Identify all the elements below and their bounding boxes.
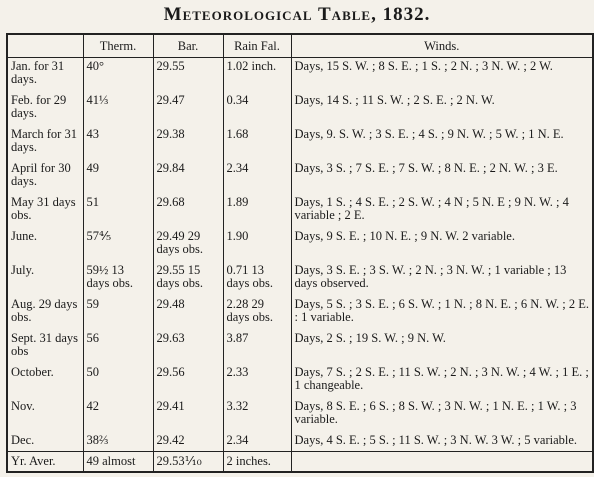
table-row [7, 58, 593, 93]
bar-cell: 29.68 [153, 194, 223, 228]
meteorological-table [6, 33, 594, 473]
month-cell: March for 31 days. [7, 126, 83, 160]
winds-cell: Days, 3 S. ; 7 S. E. ; 7 S. W. ; 8 N. E. ; 2 N. W. ; 3 E. [291, 160, 593, 194]
winds-cell: Days, 14 S. ; 11 S. W. ; 2 S. E. ; 2 N. W. [291, 92, 593, 126]
month-cell: July. [7, 262, 83, 296]
winds-cell: Days, 4 S. E. ; 5 S. ; 11 S. W. ; 3 N. W. 3 W. ; 5 variable. [291, 432, 593, 451]
table-row [7, 194, 593, 228]
bar-cell: 29.84 [153, 160, 223, 194]
rain-cell: 0.71 13 days obs. [223, 262, 291, 296]
therm-cell: 40° [83, 58, 153, 93]
bar-cell: 29.56 [153, 364, 223, 398]
therm-cell: 57⅘ [83, 228, 153, 262]
table-row [7, 228, 593, 262]
month-cell: May 31 days obs. [7, 194, 83, 228]
therm-cell: 56 [83, 330, 153, 364]
page-title: Meteorological Table, 1832. [163, 4, 431, 25]
header-bar: Bar. [153, 34, 223, 58]
table-row [7, 364, 593, 398]
rain-cell: 1.89 [223, 194, 291, 228]
table-row [7, 262, 593, 296]
winds-cell: Days, 7 S. ; 2 S. E. ; 11 S. W. ; 2 N. ; 3 N. W. ; 4 W. ; 1 E. ; 1 changeable. [291, 364, 593, 398]
header-therm: Therm. [83, 34, 153, 58]
rain-cell: 2.34 [223, 160, 291, 194]
header-row [7, 34, 593, 58]
average-label: Yr. Aver. [7, 451, 83, 472]
rain-cell: 2.28 29 days obs. [223, 296, 291, 330]
month-cell: June. [7, 228, 83, 262]
bar-cell: 29.38 [153, 126, 223, 160]
winds-cell: Days, 9 S. E. ; 10 N. E. ; 9 N. W. 2 variable. [291, 228, 593, 262]
bar-cell: 29.48 [153, 296, 223, 330]
bar-cell: 29.49 29 days obs. [153, 228, 223, 262]
therm-cell: 43 [83, 126, 153, 160]
table-row [7, 296, 593, 330]
therm-cell: 38⅔ [83, 432, 153, 451]
month-cell: Aug. 29 days obs. [7, 296, 83, 330]
average-winds [291, 451, 593, 472]
table-row [7, 330, 593, 364]
winds-cell: Days, 2 S. ; 19 S. W. ; 9 N. W. [291, 330, 593, 364]
therm-cell: 49 [83, 160, 153, 194]
average-rain: 2 inches. [223, 451, 291, 472]
rain-cell: 1.90 [223, 228, 291, 262]
bar-cell: 29.47 [153, 92, 223, 126]
bar-cell: 29.55 15 days obs. [153, 262, 223, 296]
bar-cell: 29.41 [153, 398, 223, 432]
winds-cell: Days, 9. S. W. ; 3 S. E. ; 4 S. ; 9 N. W. ; 5 W. ; 1 N. E. [291, 126, 593, 160]
month-cell: April for 30 days. [7, 160, 83, 194]
rain-cell: 1.68 [223, 126, 291, 160]
month-cell: Sept. 31 days obs [7, 330, 83, 364]
bar-cell: 29.63 [153, 330, 223, 364]
therm-cell: 59½ 13 days obs. [83, 262, 153, 296]
therm-cell: 42 [83, 398, 153, 432]
bar-cell: 29.42 [153, 432, 223, 451]
table-row [7, 92, 593, 126]
table-row [7, 126, 593, 160]
bar-cell: 29.55 [153, 58, 223, 93]
winds-cell: Days, 8 S. E. ; 6 S. ; 8 S. W. ; 3 N. W. ; 1 N. E. ; 1 W. ; 3 variable. [291, 398, 593, 432]
therm-cell: 51 [83, 194, 153, 228]
table-row [7, 160, 593, 194]
winds-cell: Days, 1 S. ; 4 S. E. ; 2 S. W. ; 4 N ; 5 N. E ; 9 N. W. ; 4 variable ; 2 E. [291, 194, 593, 228]
table-row [7, 398, 593, 432]
header-winds: Winds. [291, 34, 593, 58]
rain-cell: 2.33 [223, 364, 291, 398]
average-bar: 29.53⅒ [153, 451, 223, 472]
winds-cell: Days, 15 S. W. ; 8 S. E. ; 1 S. ; 2 N. ; 3 N. W. ; 2 W. [291, 58, 593, 93]
rain-cell: 1.02 inch. [223, 58, 291, 93]
average-therm: 49 almost [83, 451, 153, 472]
month-cell: Dec. [7, 432, 83, 451]
rain-cell: 0.34 [223, 92, 291, 126]
month-cell: Feb. for 29 days. [7, 92, 83, 126]
therm-cell: 50 [83, 364, 153, 398]
month-cell: October. [7, 364, 83, 398]
month-cell: Nov. [7, 398, 83, 432]
table-row [7, 432, 593, 451]
month-cell: Jan. for 31 days. [7, 58, 83, 93]
rain-cell: 2.34 [223, 432, 291, 451]
header-month [7, 34, 83, 58]
rain-cell: 3.32 [223, 398, 291, 432]
winds-cell: Days, 5 S. ; 3 S. E. ; 6 S. W. ; 1 N. ; 8 N. E. ; 6 N. W. ; 2 E. : 1 variable. [291, 296, 593, 330]
winds-cell: Days, 3 S. E. ; 3 S. W. ; 2 N. ; 3 N. W. ; 1 variable ; 13 days observed. [291, 262, 593, 296]
therm-cell: 59 [83, 296, 153, 330]
header-rain: Rain Fal. [223, 34, 291, 58]
therm-cell: 41⅓ [83, 92, 153, 126]
average-row [7, 451, 593, 472]
rain-cell: 3.87 [223, 330, 291, 364]
